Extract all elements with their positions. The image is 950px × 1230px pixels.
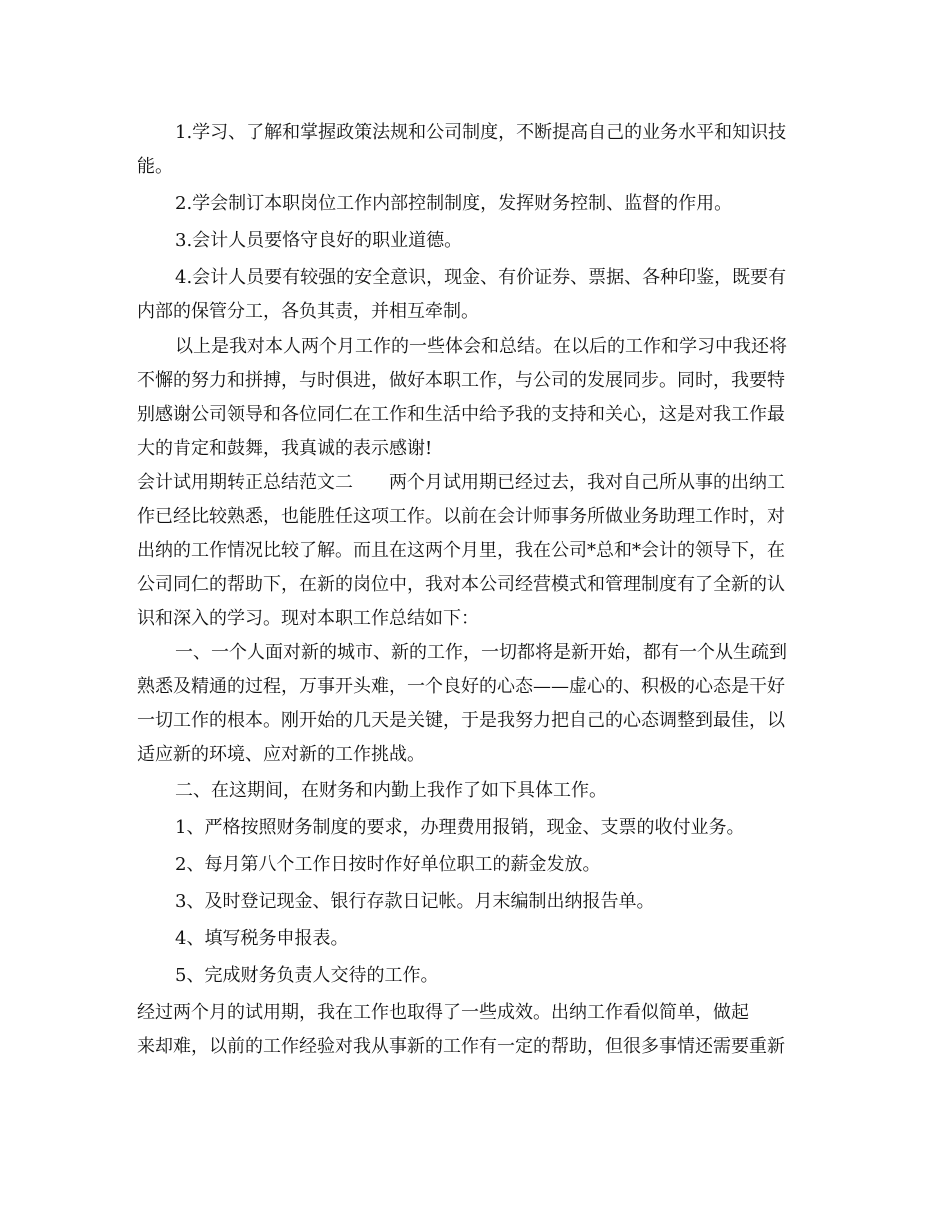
text-line: 4、填写税务申报表。 [175, 928, 349, 949]
text-line: 大的肯定和鼓舞，我真诚的表示感谢! [137, 438, 433, 459]
text-line: 1.学习、了解和掌握政策法规和公司制度，不断提高自己的业务水平和知识技 [175, 122, 787, 143]
text-line: 能。 [137, 156, 173, 177]
text-line: 二、在这期间，在财务和内勤上我作了如下具体工作。 [175, 780, 607, 801]
text-line: 作已经比较熟悉，也能胜任这项工作。以前在会计师事务所做业务助理工作时，对 [137, 506, 785, 527]
text-line: 2.学会制订本职岗位工作内部控制制度，发挥财务控制、监督的作用。 [175, 193, 733, 214]
text-line: 适应新的环境、应对新的工作挑战。 [137, 744, 425, 765]
text-line: 一、一个人面对新的城市、新的工作，一切都将是新开始，都有一个从生疏到 [175, 642, 787, 663]
text-line: 一切工作的根本。刚开始的几天是关键，于是我努力把自己的心态调整到最佳，以 [137, 710, 785, 731]
text-line: 2、每月第八个工作日按时作好单位职工的薪金发放。 [175, 854, 601, 875]
text-line: 会计试用期转正总结范文二 两个月试用期已经过去，我对自己所从事的出纳工 [137, 472, 785, 493]
text-line: 来却难，以前的工作经验对我从事新的工作有一定的帮助，但很多事情还需要重新 [137, 1036, 785, 1057]
text-line: 内部的保管分工，各负其责，并相互牵制。 [137, 301, 479, 322]
text-line: 熟悉及精通的过程，万事开头难，一个良好的心态——虚心的、积极的心态是干好 [137, 676, 785, 697]
text-line: 3、及时登记现金、银行存款日记帐。月末编制出纳报告单。 [175, 891, 655, 912]
text-line: 公司同仁的帮助下，在新的岗位中，我对本公司经营模式和管理制度有了全新的认 [137, 574, 785, 595]
text-line: 以上是我对本人两个月工作的一些体会和总结。在以后的工作和学习中我还将 [175, 336, 787, 357]
text-line: 别感谢公司领导和各位同仁在工作和生活中给予我的支持和关心，这是对我工作最 [137, 404, 785, 425]
text-line: 1、严格按照财务制度的要求，办理费用报销，现金、支票的收付业务。 [175, 817, 745, 838]
text-line: 出纳的工作情况比较了解。而且在这两个月里，我在公司*总和*会计的领导下，在 [137, 540, 785, 561]
text-line: 4.会计人员要有较强的安全意识，现金、有价证券、票据、各种印鉴，既要有 [175, 267, 787, 288]
text-line: 经过两个月的试用期，我在工作也取得了一些成效。出纳工作看似简单，做起 [137, 1002, 749, 1023]
text-line: 5、完成财务负责人交待的工作。 [175, 965, 439, 986]
text-line: 3.会计人员要恪守良好的职业道德。 [175, 230, 463, 251]
text-line: 不懈的努力和拼搏，与时俱进，做好本职工作，与公司的发展同步。同时，我要特 [137, 370, 785, 391]
text-line: 识和深入的学习。现对本职工作总结如下： [137, 608, 479, 629]
